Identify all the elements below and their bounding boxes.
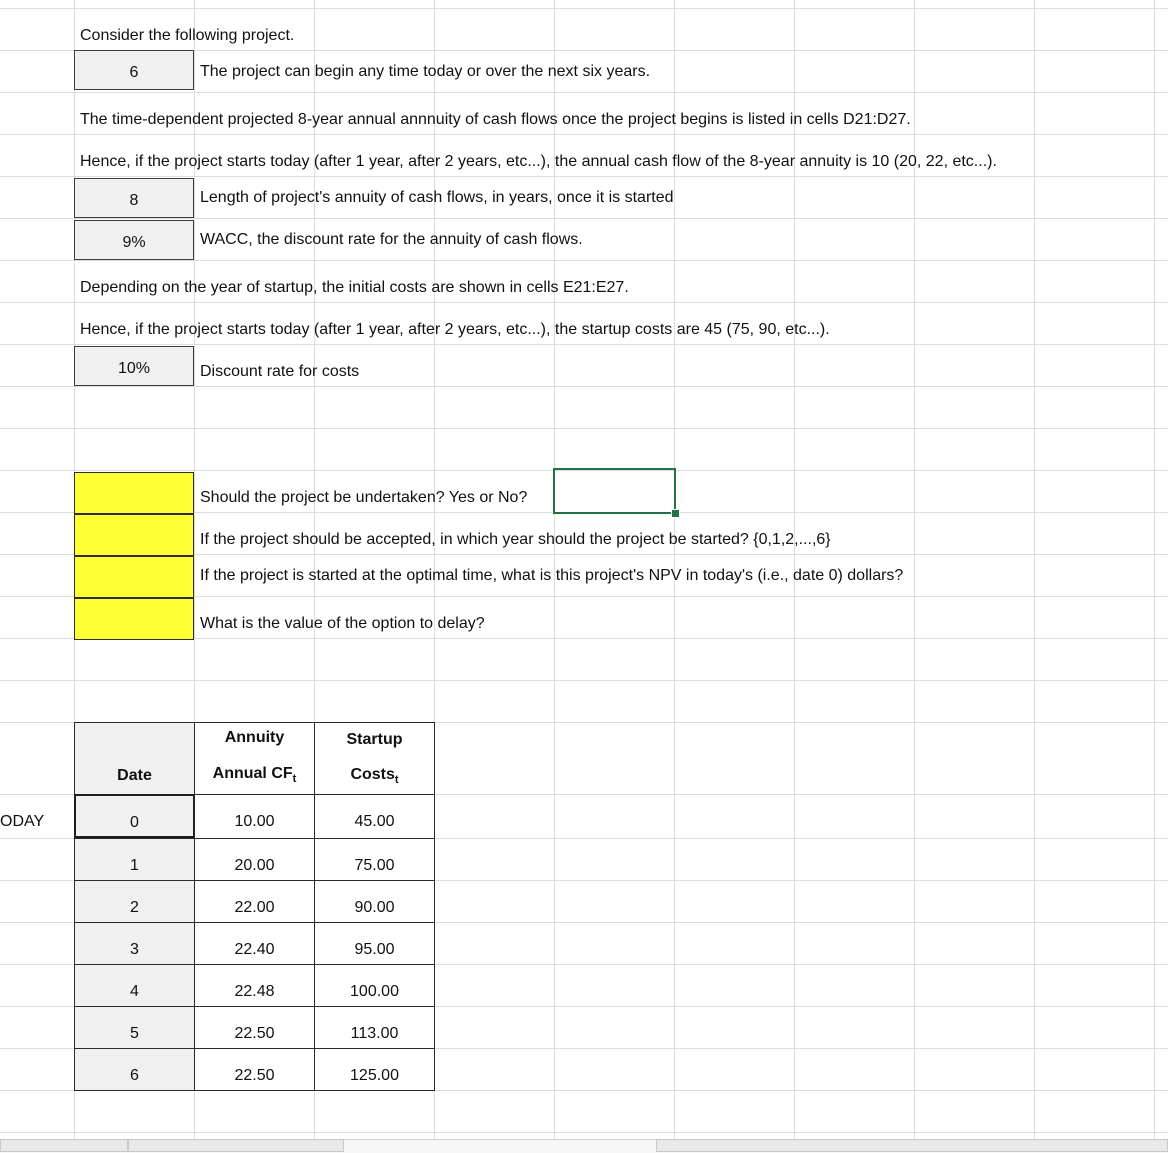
sheet-tab[interactable] bbox=[128, 1139, 344, 1152]
table-cell-date[interactable]: 4 bbox=[74, 964, 195, 1007]
table-cell-cf[interactable]: 10.00 bbox=[194, 794, 315, 839]
sheet-tab[interactable] bbox=[0, 1139, 128, 1152]
table-cell-date[interactable]: 3 bbox=[74, 922, 195, 965]
fill-handle[interactable] bbox=[671, 509, 680, 518]
annuity-length-input[interactable]: 8 bbox=[74, 178, 194, 218]
table-cell-cost[interactable]: 75.00 bbox=[314, 838, 435, 881]
grid-row-line bbox=[0, 680, 1168, 681]
grid-row-line bbox=[0, 428, 1168, 429]
header-costs-top: Startup bbox=[346, 731, 403, 748]
grid-row-line bbox=[0, 260, 1168, 261]
answer-npv-cell[interactable] bbox=[74, 556, 194, 598]
start-window-label: The project can begin any time today or over the next six years. bbox=[200, 63, 651, 80]
cash-flows-example-note: Hence, if the project starts today (after 1 year, after 2 years, etc...), the annual cash flow of the 8-year annuity is 10 (20, 22, etc...). bbox=[80, 153, 997, 170]
header-annuity-text: Annual CF bbox=[212, 765, 293, 782]
grid-row-line bbox=[0, 386, 1168, 387]
grid-col-line bbox=[1154, 0, 1155, 1152]
table-header-annuity bbox=[194, 722, 315, 795]
wacc-input[interactable]: 9% bbox=[74, 220, 194, 260]
table-cell-cf[interactable]: 22.40 bbox=[194, 922, 315, 965]
table-cell-cf[interactable]: 22.48 bbox=[194, 964, 315, 1007]
table-cell-cost[interactable]: 125.00 bbox=[314, 1048, 435, 1091]
answer-accept-cell[interactable] bbox=[74, 472, 194, 514]
table-cell-cost[interactable]: 100.00 bbox=[314, 964, 435, 1007]
table-header-date bbox=[74, 722, 195, 795]
table-cell-cf[interactable]: 22.50 bbox=[194, 1048, 315, 1091]
costs-note: Depending on the year of startup, the initial costs are shown in cells E21:E27. bbox=[80, 279, 629, 296]
today-row-label: ODAY bbox=[0, 813, 45, 830]
grid-row-line bbox=[0, 8, 1168, 9]
grid-row-line bbox=[0, 1132, 1168, 1133]
table-cell-date[interactable]: 0 bbox=[74, 794, 195, 838]
table-cell-date[interactable]: 6 bbox=[74, 1048, 195, 1091]
header-annuity-subscript: t bbox=[292, 773, 297, 786]
answer-option-value-cell[interactable] bbox=[74, 598, 194, 640]
intro-text: Consider the following project. bbox=[80, 27, 295, 44]
cost-rate-input[interactable]: 10% bbox=[74, 346, 194, 386]
grid-row-line bbox=[0, 344, 1168, 345]
question-start-year: If the project should be accepted, in which year should the project be started? {0,1,2,...,6} bbox=[200, 531, 831, 548]
grid-row-line bbox=[0, 302, 1168, 303]
table-cell-cost[interactable]: 45.00 bbox=[314, 794, 435, 839]
question-accept: Should the project be undertaken? Yes or No? bbox=[200, 489, 528, 506]
header-annuity-bottom bbox=[195, 765, 314, 785]
grid-row-line bbox=[0, 176, 1168, 177]
question-option-value: What is the value of the option to delay? bbox=[200, 615, 485, 632]
grid-row-line bbox=[0, 134, 1168, 135]
header-costs-text: Costs bbox=[350, 766, 395, 783]
question-npv: If the project is started at the optimal time, what is this project's NPV in today's (i.e., date 0) dollars? bbox=[200, 567, 904, 584]
cost-rate-label: Discount rate for costs bbox=[200, 363, 360, 380]
table-cell-cost[interactable]: 113.00 bbox=[314, 1006, 435, 1049]
grid-col-line bbox=[1034, 0, 1035, 1152]
table-cell-date[interactable]: 2 bbox=[74, 880, 195, 923]
table-cell-date[interactable]: 5 bbox=[74, 1006, 195, 1049]
header-date-text: Date bbox=[117, 767, 152, 784]
grid-col-line bbox=[914, 0, 915, 1152]
table-cell-cf[interactable]: 20.00 bbox=[194, 838, 315, 881]
header-costs-bottom bbox=[315, 766, 434, 786]
table-cell-cf[interactable]: 22.50 bbox=[194, 1006, 315, 1049]
active-cell-selection[interactable] bbox=[553, 468, 676, 514]
table-header-costs bbox=[314, 722, 435, 795]
start-window-input[interactable]: 6 bbox=[74, 50, 194, 90]
horizontal-scrollbar[interactable] bbox=[656, 1139, 1168, 1152]
table-cell-cost[interactable]: 95.00 bbox=[314, 922, 435, 965]
header-costs-subscript: t bbox=[394, 774, 399, 787]
grid-row-line bbox=[0, 92, 1168, 93]
table-cell-date[interactable]: 1 bbox=[74, 838, 195, 881]
answer-start-year-cell[interactable] bbox=[74, 514, 194, 556]
grid-row-line bbox=[0, 218, 1168, 219]
wacc-label: WACC, the discount rate for the annuity of cash flows. bbox=[200, 231, 583, 248]
table-cell-cf[interactable]: 22.00 bbox=[194, 880, 315, 923]
costs-example-note: Hence, if the project starts today (after 1 year, after 2 years, etc...), the startup costs are 45 (75, 90, etc...). bbox=[80, 321, 830, 338]
cash-flows-note: The time-dependent projected 8-year annual annnuity of cash flows once the project begins is listed in cells D21:D27. bbox=[80, 111, 911, 128]
table-cell-cost[interactable]: 90.00 bbox=[314, 880, 435, 923]
header-annuity-top: Annuity bbox=[224, 729, 285, 746]
annuity-length-label: Length of project's annuity of cash flows, in years, once it is started bbox=[200, 189, 674, 206]
